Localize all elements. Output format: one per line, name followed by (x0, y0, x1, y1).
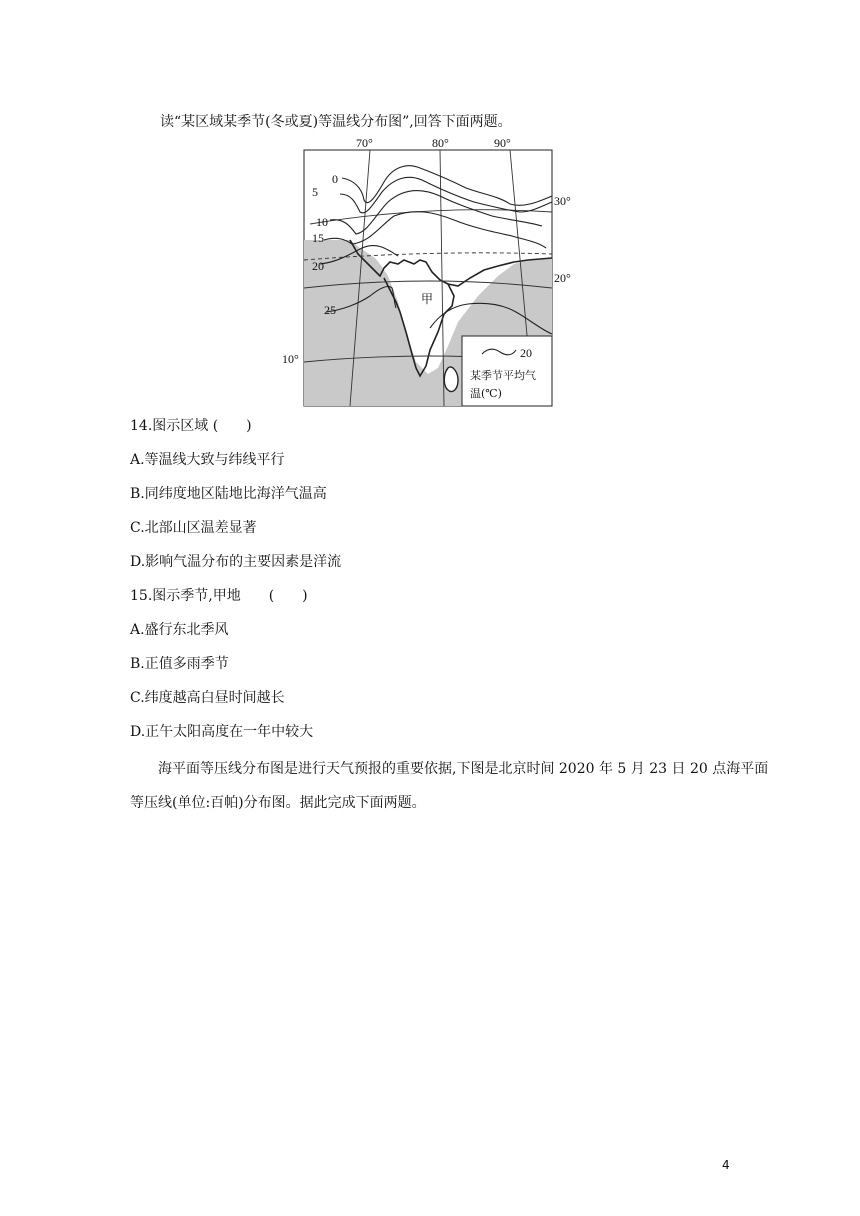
sri-lanka (444, 367, 458, 392)
place-label-jia: 甲 (421, 292, 434, 306)
lat-label-30: 30° (554, 194, 571, 208)
question-14-option-d: D.影响气温分布的主要因素是洋流 (130, 554, 342, 570)
question-15-option-a: A.盛行东北季风 (130, 622, 229, 638)
lat-label-20: 20° (554, 271, 571, 285)
next-section-intro (130, 752, 770, 820)
lon-label-80: 80° (432, 136, 449, 150)
isotherm-label-0: 0 (332, 172, 338, 186)
question-15-stem: 15.图示季节,甲地 ( ) (130, 588, 308, 604)
question-14-option-a: A.等温线大致与纬线平行 (130, 452, 285, 468)
map-legend (462, 336, 552, 406)
lon-label-70: 70° (356, 136, 373, 150)
isotherm-label-25: 25 (324, 303, 336, 317)
legend-value: 20 (520, 346, 532, 360)
next-section-intro-text: 海平面等压线分布图是进行天气预报的重要依据,下图是北京时间 2020 年 5 月 23 日 20 点海平面等压线(单位:百帕)分布图。据此完成下面两题。 (130, 761, 769, 811)
lat-label-10: 10° (282, 352, 299, 366)
page-number: 4 (722, 1158, 730, 1172)
lon-label-90: 90° (494, 136, 511, 150)
question-15-option-c: C.纬度越高白昼时间越长 (130, 690, 285, 706)
legend-text-line2: 温(℃) (470, 387, 502, 400)
question-15-option-b: B.正值多雨季节 (130, 656, 229, 672)
question-14-option-b: B.同纬度地区陆地比海洋气温高 (130, 486, 327, 502)
intro-text: 读“某区域某季节(冬或夏)等温线分布图”,回答下面两题。 (160, 114, 512, 130)
isotherm-label-20: 20 (312, 259, 324, 273)
legend-text-line1: 某季节平均气 (470, 369, 536, 382)
isotherm-map (280, 136, 580, 410)
isotherm-label-10: 10 (316, 215, 328, 229)
isotherm-label-15: 15 (312, 231, 324, 245)
question-14-option-c: C.北部山区温差显著 (130, 520, 257, 536)
isotherm-label-5: 5 (312, 185, 318, 199)
question-14-stem: 14.图示区域 ( ) (130, 418, 252, 434)
question-15-option-d: D.正午太阳高度在一年中较大 (130, 724, 314, 740)
